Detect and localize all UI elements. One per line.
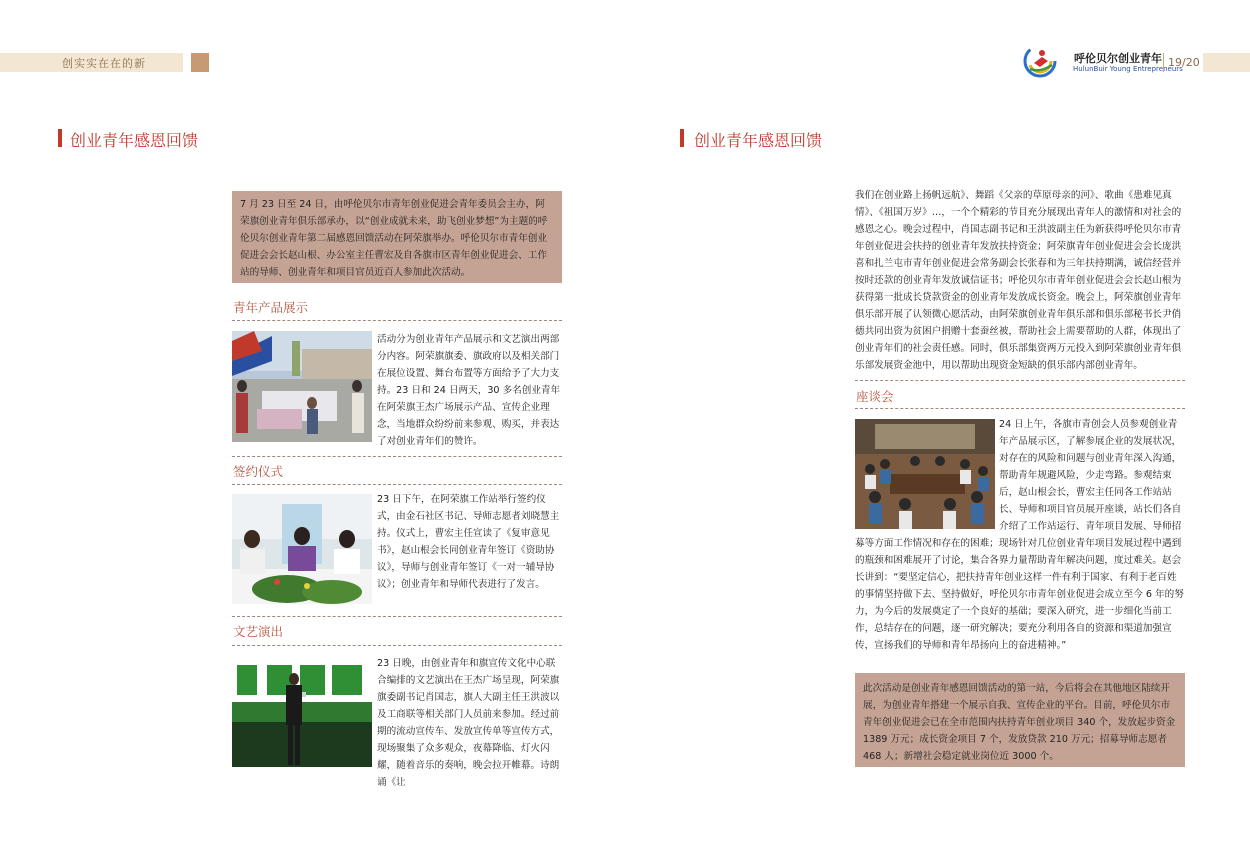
photo-signing-ceremony bbox=[232, 494, 372, 604]
title-marker bbox=[680, 129, 684, 147]
section-text-products: 活动分为创业青年产品展示和文艺演出两部分内容。阿荣旗旗委、旗政府以及相关部门在展位设置、舞台布置等方面给予了大力支持。23 日和 24 日两天，30 多名创业青年在阿荣旗王杰广场展示产品、宣传企业理念，当地群众纷纷前来参观、购买，并表达了对创业青年们的赞许。 bbox=[377, 334, 561, 447]
logo-text-en: HulunBuir Young Entrepreneurs bbox=[1073, 65, 1183, 73]
photo-performance-stage bbox=[232, 657, 372, 767]
intro-box: 7 月 23 日至 24 日，由呼伦贝尔市青年创业促进会青年委员会主办，阿荣旗创业青年俱乐部承办，以“创业成就未来，助飞创业梦想”为主题的呼伦贝尔创业青年第二届感恩回馈活动在阿荣旗举办。呼伦贝尔市青年创业促进会会长赵山根、办公室主任曹宏及自各旗市区青年创业促进会、工作站的导师、创业青年和项目官员近百人参加此次活动。 bbox=[232, 191, 562, 283]
section-text-signing: 23 日下午，在阿荣旗工作站举行签约仪式，由金石社区书记、导师志愿者刘晓慧主持。仪式上，曹宏主任宣读了《复审意见书》，赵山根会长同创业青年签订《资助协议》，导师与创业青年签订《一对一辅导协议》；创业青年和导师代表进行了发言。 bbox=[377, 494, 560, 590]
divider bbox=[855, 408, 1185, 409]
photo-product-exhibition bbox=[232, 331, 372, 442]
divider bbox=[232, 484, 562, 485]
section-title-forum: 座谈会 bbox=[856, 389, 894, 404]
continued-text: 我们在创业路上扬帆远航》、舞蹈《父亲的草原母亲的河》、歌曲《患难见真情》、《祖国万岁》…，一个个精彩的节目充分展现出青年人的激情和对社会的感恩之心。晚会过程中，肖国志副书记和王洪波副主任为新获得呼伦贝尔市青年创业促进会扶持的创业青年发放扶持资金；阿荣旗青年创业促进会会长庞洪喜和扎兰屯市青年创业促进会常务副会长张春和为三年扶持期满，诚信经营并按时还款的创业青年发放诚信证书；呼伦贝尔市青年创业促进会会长赵山根为获得第一批成长贷款资金的创业青年发放成长资金。晚会上，阿荣旗创业青年俱乐部开展了认领微心愿活动，由阿荣旗创业青年俱乐部和俱乐部秘书长尹俏德共同出资为贫困户捐赠十套蚕丝被，帮助社会上需要帮助的人群，体现出了创业青年们的社会责任感。同时，俱乐部集资两万元投入到阿荣旗创业青年俱乐部发展资金池中，用以帮助出现资金短缺的俱乐部内部创业青年。 bbox=[855, 190, 1182, 371]
page-number: 19/20 bbox=[1163, 53, 1200, 72]
section-title-products: 青年产品展示 bbox=[233, 300, 309, 315]
left-page-title: 创业青年感恩回馈 bbox=[70, 131, 199, 150]
closing-box: 此次活动是创业青年感恩回馈活动的第一站，今后将会在其他地区陆续开展，为创业青年搭建一个展示自我、宣传企业的平台。目前，呼伦贝尔市青年创业促进会已在全市范围内扶持青年创业项目 340 个，发放起步资金 1389 万元；成长资金项目 7 个，发放贷款 210 万元；招募导师志愿者 468 人；新增社会稳定就业岗位近 3000 个。 bbox=[855, 673, 1185, 767]
divider bbox=[232, 616, 562, 617]
logo-text-cn: 呼伦贝尔创业青年 bbox=[1074, 52, 1162, 65]
header-slogan: 创实实在在的新 bbox=[62, 57, 146, 70]
header-right-bar bbox=[1203, 53, 1250, 72]
section-title-signing: 签约仪式 bbox=[233, 464, 284, 479]
title-marker bbox=[58, 129, 62, 147]
forum-text bbox=[855, 416, 1185, 654]
divider bbox=[232, 645, 562, 646]
forum-text-content: 24 日上午，各旗市青创会人员参观创业青年产品展示区，了解参展企业的发展状况，对存在的风险和问题与创业青年深入沟通，帮助青年规避风险，少走弯路。参观结束后，赵山根会长，曹宏主任同各工作站站长、导师和项目官员展开座谈，站长们各自介绍了工作站运行、青年项目发展、导师招募等方面工作情况和存在的困难；现场针对几位创业青年项目发展过程中遇到的瓶颈和困难展开了讨论，集合各界力量帮助青年解决问题，度过难关。赵会长讲到：“要坚定信心，把扶持青年创业这样一件有利于国家、有利于老百姓的事情坚持做下去、坚持做好，呼伦贝尔市青年创业促进会成立至今 6 年的努力，为今后的发展奠定了一个良好的基础；要深入研究，进一步细化当前工作，总结存在的问题，逐一研究解决；要充分利用各自的资源和渠道加强宣传，宣扬我们的导师和青年昂扬向上的奋进精神。” bbox=[855, 419, 1184, 651]
divider bbox=[855, 380, 1185, 381]
divider bbox=[232, 320, 562, 321]
section-title-performance: 文艺演出 bbox=[233, 624, 284, 639]
section-text-performance: 23 日晚，由创业青年和旗宣传文化中心联合编排的文艺演出在王杰广场呈现，阿荣旗旗委副书记肖国志，旗人大副主任王洪波以及工商联等相关部门人员前来参加。经过前期的流动宣传车、发放宣传单等宣传方式，现场聚集了众多观众，夜幕降临、灯火闪耀，随着音乐的奏响，晚会拉开帷幕。诗朗诵《让 bbox=[377, 658, 560, 788]
divider bbox=[232, 456, 562, 457]
header-left-square bbox=[191, 53, 209, 72]
right-page-title: 创业青年感恩回馈 bbox=[694, 131, 823, 150]
logo-icon bbox=[1022, 43, 1058, 79]
